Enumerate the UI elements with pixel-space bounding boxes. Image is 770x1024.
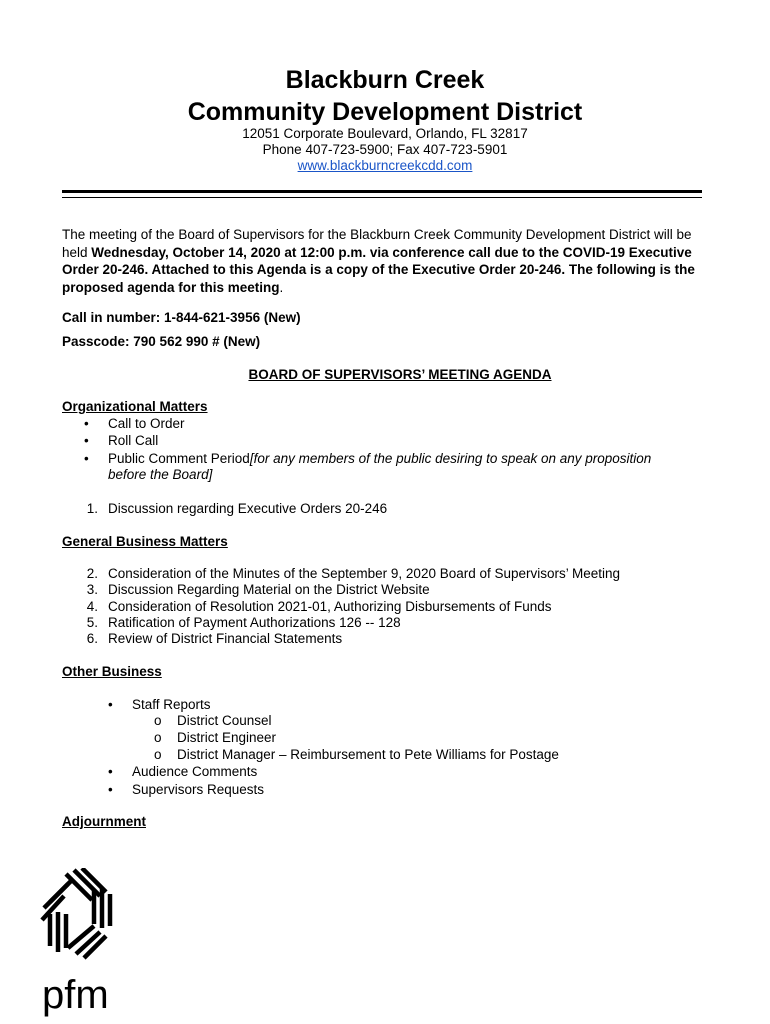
list-item: Discussion regarding Executive Orders 20-246	[108, 501, 388, 516]
list-item: Ratification of Payment Authorizations 126 -- 128	[108, 615, 401, 630]
item-number: 6.	[86, 631, 98, 646]
list-item: Consideration of Resolution 2021-01, Authorizing Disbursements of Funds	[108, 599, 552, 614]
title-line-1: Blackburn Creek	[285, 66, 485, 94]
adjournment-heading: Adjournment	[62, 814, 146, 829]
item-number: 2.	[86, 566, 98, 581]
district-title	[0, 64, 770, 128]
sub-list-item: District Engineer	[177, 730, 277, 745]
item-number: 5.	[86, 615, 98, 630]
sub-list-item: District Manager – Reimbursement to Pete Williams for Postage	[177, 747, 559, 762]
intro-end: .	[279, 279, 284, 295]
contact-block	[0, 126, 770, 174]
public-comment-note: [for any members of the public desiring to speak on any proposition	[249, 451, 652, 466]
bullet-icon: •	[84, 433, 89, 448]
sub-bullet-icon: o	[154, 713, 162, 728]
list-item: Call to Order	[108, 416, 185, 431]
pfm-logo	[36, 868, 126, 1018]
bullet-icon: •	[108, 697, 113, 712]
bullet-icon: •	[84, 416, 89, 431]
public-comment-note-cont: before the Board]	[108, 467, 213, 482]
pfm-logo-icon	[36, 868, 126, 1018]
passcode: Passcode: 790 562 990 # (New)	[62, 334, 261, 349]
meeting-intro	[62, 226, 710, 296]
call-in-number: Call in number: 1-844-621-3956 (New)	[62, 310, 301, 325]
list-item: Review of District Financial Statements	[108, 631, 343, 646]
website-link[interactable]: www.blackburncreekcdd.com	[297, 158, 473, 173]
public-comment-label: Public Comment Period	[108, 451, 250, 466]
bullet-icon: •	[84, 451, 89, 466]
other-business-heading: Other Business	[62, 664, 162, 679]
intro-plain: The meeting of the Board of Supervisors for the Blackburn Creek Community Development District will be held	[62, 227, 692, 260]
phone-fax: Phone 407-723-5900; Fax 407-723-5901	[262, 142, 508, 157]
bullet-icon: •	[108, 782, 113, 797]
item-number: 1.	[86, 501, 98, 516]
intro-bold: Wednesday, October 14, 2020 at 12:00 p.m. via conference call due to the COVID-19 Executive Order 20-246. Attached to this Agenda is a copy of the Executive Order 20-246. The following is the proposed agenda for this meeting	[62, 244, 695, 295]
general-business-heading: General Business Matters	[62, 534, 228, 549]
title-line-2: Community Development District	[187, 98, 583, 126]
header-rule-thin	[62, 197, 702, 198]
address: 12051 Corporate Boulevard, Orlando, FL 32817	[242, 126, 528, 141]
list-item: Audience Comments	[132, 764, 258, 779]
logo-text: pfm	[42, 973, 109, 1017]
agenda-title: BOARD OF SUPERVISORS’ MEETING AGENDA	[248, 367, 552, 382]
sub-list-item: District Counsel	[177, 713, 272, 728]
bullet-icon: •	[108, 764, 113, 779]
list-item: Discussion Regarding Material on the District Website	[108, 582, 430, 597]
item-number: 4.	[86, 599, 98, 614]
sub-bullet-icon: o	[154, 747, 162, 762]
list-item: Staff Reports	[132, 697, 211, 712]
item-number: 3.	[86, 582, 98, 597]
organizational-heading: Organizational Matters	[62, 399, 208, 414]
sub-bullet-icon: o	[154, 730, 162, 745]
list-item: Supervisors Requests	[132, 782, 265, 797]
list-item	[108, 450, 651, 467]
list-item: Consideration of the Minutes of the September 9, 2020 Board of Supervisors’ Meeting	[108, 566, 621, 581]
list-item: Roll Call	[108, 433, 159, 448]
header-rule-thick	[62, 190, 702, 193]
